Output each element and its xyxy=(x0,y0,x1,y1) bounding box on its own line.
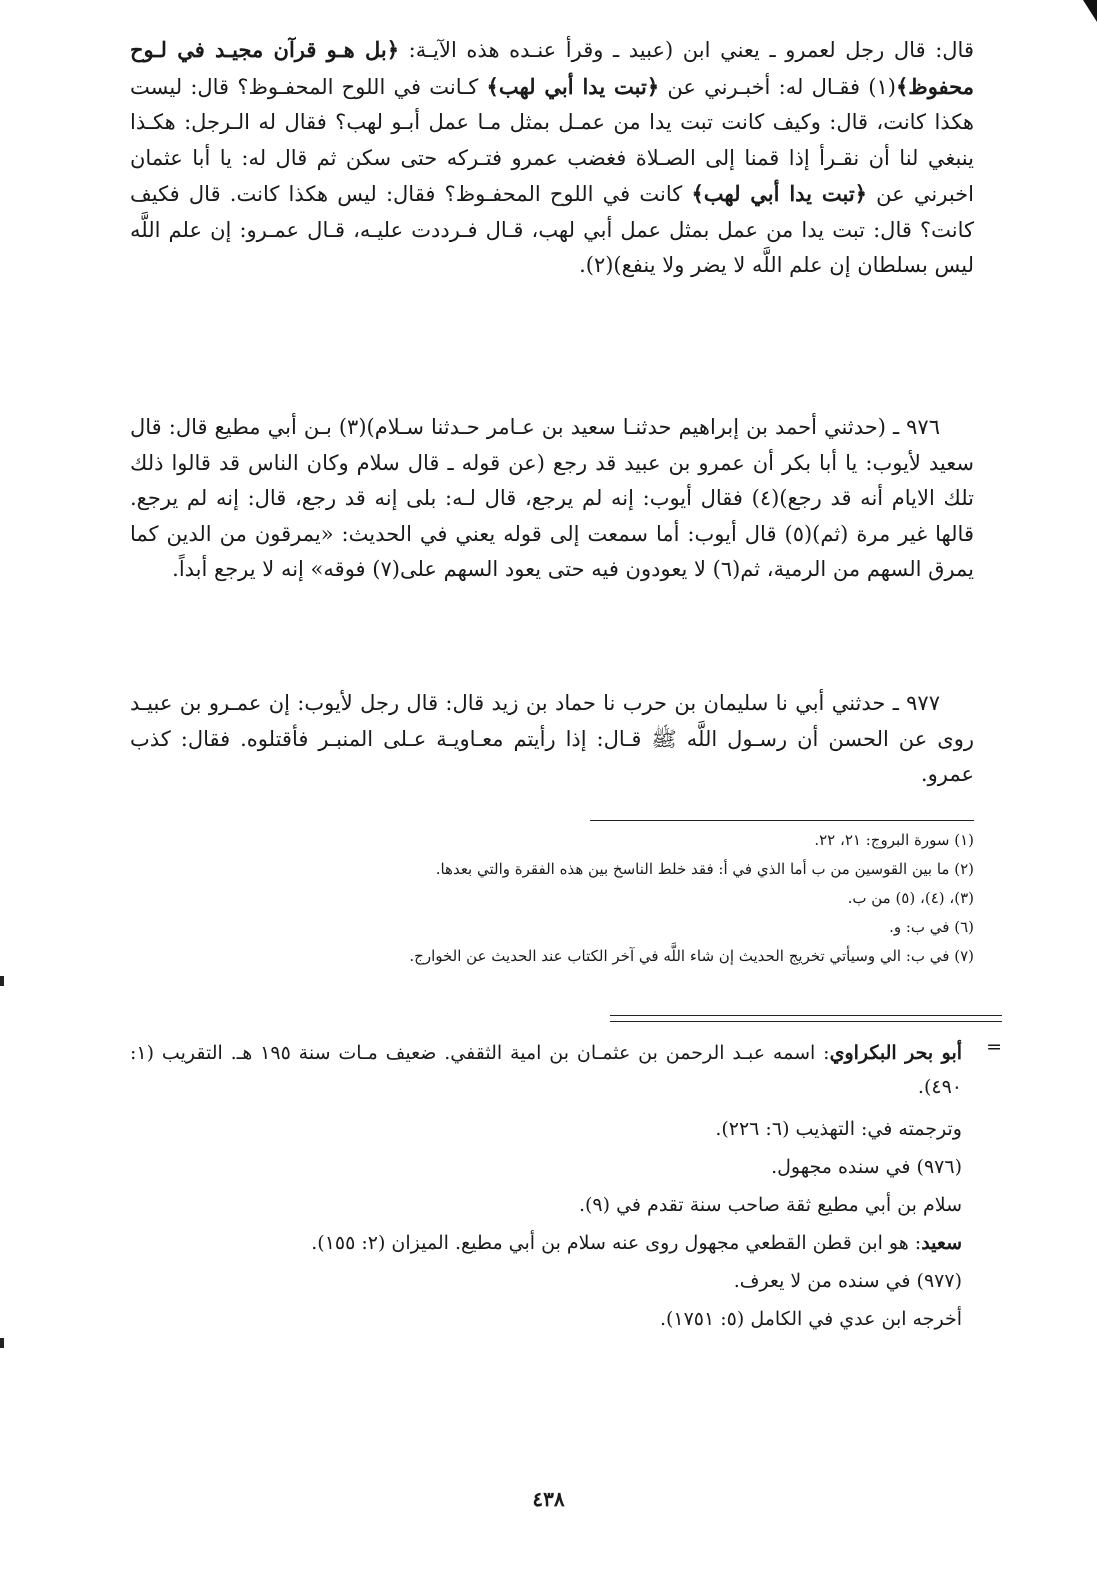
page-number: ٤٣٨ xyxy=(532,1487,565,1511)
quran-quote: ﴿بل هـو قرآن مجيـد في لـوح محفوظ﴾ xyxy=(130,37,974,99)
hadith-977-text: ٩٧٧ ـ حدثني أبي نا سليمان بن حرب نا حماد بن زيد قال: قال رجل لأيوب: إن عمـرو بن عبيـد روى عن الحسن أن رسـول اللَّه ﷺ قـال: إذا رأيتم معـاويـة عـلى المنبـر فأقتلوه. فقال: كذب عمرو. xyxy=(130,691,974,786)
narrator-name: أبو بحر البكراوي xyxy=(829,1042,963,1064)
commentary-line xyxy=(130,1224,962,1262)
footnotes xyxy=(130,826,974,971)
footnote-rule xyxy=(590,820,974,821)
text-run: (١) فقـال له: أخبـرني عن xyxy=(659,74,896,99)
edge-mark xyxy=(0,976,4,986)
edge-mark xyxy=(0,1338,4,1348)
narrator-name: سعيد xyxy=(921,1232,962,1254)
commentary-line: سلام بن أبي مطيع ثقة صاحب سنة تقدم في (٩). xyxy=(578,1194,962,1216)
text-run: كـانت في اللوح المحفـوظ؟ قال: ليست هكذا كانت، قال: وكيف كانت تبت يدا من عمـل بمثل مـا عمل أبـو لهب؟ فقال له الـرجل: هكـذا ينبغي لنا أن نقـرأ إذا قمنا إلى الصـلاة فغضب عمرو فتـركه حتى سكن ثم قال له: يا أبا عثمان اخبرني عن xyxy=(130,74,974,206)
continuation-marker: = xyxy=(986,1036,1002,1058)
commentary xyxy=(130,1036,1002,1338)
main-paragraph-976 xyxy=(130,410,974,588)
commentary-line: وترجمته في: التهذيب (٦: ٢٢٦). xyxy=(715,1118,962,1140)
hadith-976-text: ٩٧٦ ـ (حدثني أحمد بن إبراهيم حدثنـا سعيد بن عـامر حـدثنا سـلام)(٣) بـن أبي مطيع قال: قال سعيد لأيوب: يا أبا بكر أن عمرو بن عبيد قد رجع (عن قوله ـ قال سلام وكان الناس قد قالوا ذلك تلك الايام أنه قد رجع)(٤) فقال أيوب: إنه لم يرجع، قال لـه: بلى إنه قد رجع، قال: إنه لم يرجع. قالها غير مرة (ثم)(٥) قال أيوب: أما سمعت إلى قوله يعني في الحديث: «يمرقون من الدين كما يمرق السهم من الرمية، ثم(٦) لا يعودون فيه حتى يعود السهم على(٧) فوقه» إنه لا يرجع أبداً. xyxy=(130,415,975,581)
footnote-3: (٣)، (٤)، (٥) من ب. xyxy=(847,889,974,907)
text-run: كانت في اللوح المحفـوظ؟ فقال: ليس هكذا كانت. قال فكيف كانت؟ قال: تبت يدا من عمل بمثل عمل أبي لهب، قـال فـرددت عليـه، قـال عمـرو: إن علم اللَّه ليس بسلطان إن علم اللَّه لا يضر ولا ينفع)(٢). xyxy=(130,182,974,277)
corner-mark xyxy=(1083,0,1097,22)
commentary-text: : هو ابن قطن القطعي مجهول روى عنه سلام بن أبي مطيع. الميزان (٢: ١٥٥). xyxy=(311,1232,922,1254)
commentary-line: أخرجه ابن عدي في الكامل (٥: ١٧٥١). xyxy=(659,1308,962,1330)
main-paragraph-977 xyxy=(130,686,974,793)
commentary-line: (٩٧٦) في سنده مجهول. xyxy=(771,1156,962,1178)
quran-quote: ﴿تبت يدا أبي لهب﴾ xyxy=(486,73,660,99)
commentary-line: (٩٧٧) في سنده من لا يعرف. xyxy=(733,1270,962,1292)
commentary-entry-1 xyxy=(130,1036,962,1104)
footnote-2: (٢) ما بين القوسين من ب أما الذي في أ: فقد خلط الناسخ بين هذه الفقرة والتي بعدها. xyxy=(435,860,974,878)
commentary-text: : اسمه عبـد الرحمن بن عثمـان بن امية الثقفي. ضعيف مـات سنة ١٩٥ هـ. التقريب (١: ٤٩٠). xyxy=(130,1042,962,1098)
text-run: قال: قال رجل لعمرو ـ يعني ابن (عبيد ـ وقرأ عنـده هذه الآيـة: xyxy=(399,38,974,62)
main-paragraph-1 xyxy=(130,32,974,284)
quran-quote: ﴿تبت يدا أبي لهب﴾ xyxy=(691,181,867,206)
footnote-5: (٧) في ب: الي وسيأتي تخريج الحديث إن شاء اللَّه في آخر الكتاب عند الحديث عن الخوارج. xyxy=(409,947,974,965)
footnote-4: (٦) في ب: و. xyxy=(889,918,974,936)
footnote-1: (١) سورة البروج: ٢١، ٢٢. xyxy=(814,831,974,849)
commentary-double-rule xyxy=(610,1015,1002,1022)
